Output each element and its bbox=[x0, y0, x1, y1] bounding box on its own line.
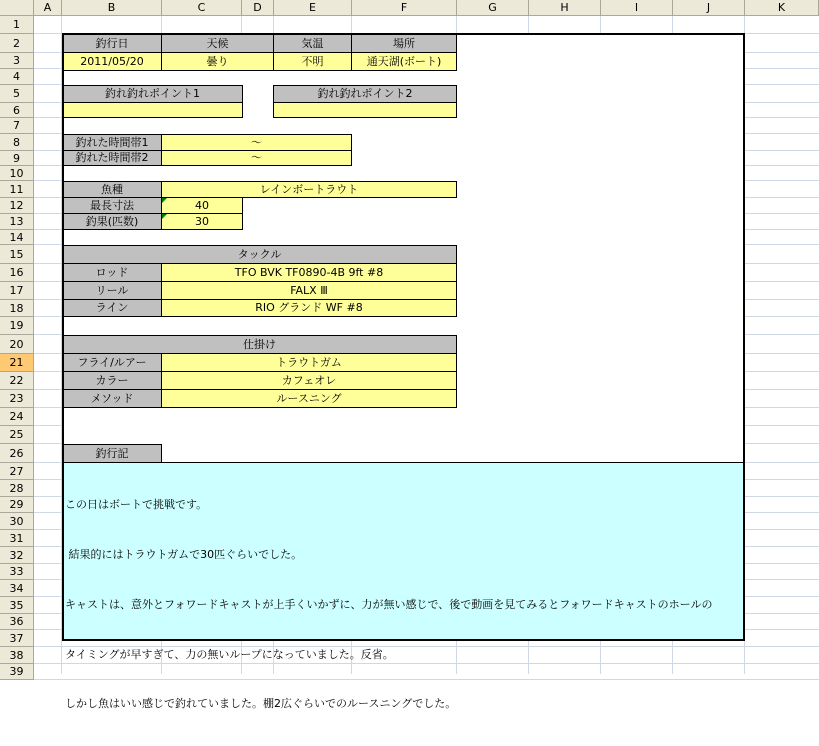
row-header-37[interactable]: 37 bbox=[0, 630, 34, 647]
row-header-10[interactable]: 10 bbox=[0, 166, 34, 181]
row-header-16[interactable]: 16 bbox=[0, 264, 34, 282]
log-line: しかし魚はいい感じで釣れていました。棚2広ぐらいでのルースニングでした。 bbox=[65, 697, 457, 711]
row-header-9[interactable]: 9 bbox=[0, 151, 34, 166]
tackle-title: タックル bbox=[62, 245, 457, 264]
weather-label: 天候 bbox=[161, 34, 274, 53]
row-header-6[interactable]: 6 bbox=[0, 103, 34, 118]
fly-value[interactable]: トラウトガム bbox=[161, 353, 457, 372]
log-lines bbox=[65, 464, 712, 746]
count-value[interactable]: 30 bbox=[161, 213, 243, 230]
time1-label: 釣れた時間帯1 bbox=[62, 134, 162, 151]
row-header-27[interactable]: 27 bbox=[0, 463, 34, 480]
point2-label: 釣れ釣れポイント2 bbox=[273, 85, 457, 103]
column-header-i[interactable]: I bbox=[601, 0, 673, 16]
row-header-11[interactable]: 11 bbox=[0, 181, 34, 198]
column-header-j[interactable]: J bbox=[673, 0, 745, 16]
reel-label: リール bbox=[62, 281, 162, 300]
column-header-b[interactable]: B bbox=[62, 0, 162, 16]
log-line: この日はボートで挑戦です。 bbox=[65, 498, 208, 512]
species-value[interactable]: レインボートラウト bbox=[161, 181, 457, 198]
method-label: メソッド bbox=[62, 389, 162, 408]
row-header-14[interactable]: 14 bbox=[0, 230, 34, 245]
line-label: ライン bbox=[62, 299, 162, 317]
row-header-7[interactable]: 7 bbox=[0, 118, 34, 134]
row-header-30[interactable]: 30 bbox=[0, 513, 34, 530]
log-line: 結果的にはトラウトガムで30匹ぐらいでした。 bbox=[65, 547, 303, 561]
row-header-26[interactable]: 26 bbox=[0, 444, 34, 463]
log-area[interactable] bbox=[62, 462, 745, 711]
row-header-25[interactable]: 25 bbox=[0, 426, 34, 444]
place-value[interactable]: 通天湖(ボート) bbox=[351, 52, 457, 71]
select-all-corner[interactable] bbox=[0, 0, 34, 16]
row-header-34[interactable]: 34 bbox=[0, 580, 34, 597]
color-value[interactable]: カフェオレ bbox=[161, 371, 457, 390]
row-header-31[interactable]: 31 bbox=[0, 530, 34, 547]
row-header-19[interactable]: 19 bbox=[0, 317, 34, 335]
time2-label: 釣れた時間帯2 bbox=[62, 150, 162, 166]
row-header-3[interactable]: 3 bbox=[0, 53, 34, 69]
reel-value[interactable]: FALX Ⅲ bbox=[161, 281, 457, 300]
column-header-h[interactable]: H bbox=[529, 0, 601, 16]
time1-value[interactable]: ～ bbox=[161, 134, 352, 151]
row-header-15[interactable]: 15 bbox=[0, 245, 34, 264]
row-header-22[interactable]: 22 bbox=[0, 372, 34, 390]
date-value[interactable]: 2011/05/20 bbox=[62, 52, 162, 71]
column-header-e[interactable]: E bbox=[274, 0, 352, 16]
row-header-20[interactable]: 20 bbox=[0, 335, 34, 354]
temp-value[interactable]: 不明 bbox=[273, 52, 352, 71]
row-header-5[interactable]: 5 bbox=[0, 85, 34, 103]
column-header-g[interactable]: G bbox=[457, 0, 529, 16]
row-header-39[interactable]: 39 bbox=[0, 664, 34, 680]
column-header-k[interactable]: K bbox=[745, 0, 819, 16]
row-header-13[interactable]: 13 bbox=[0, 214, 34, 230]
row-header-2[interactable]: 2 bbox=[0, 34, 34, 53]
row-header-17[interactable]: 17 bbox=[0, 282, 34, 300]
row-header-32[interactable]: 32 bbox=[0, 547, 34, 564]
max-size-label: 最長寸法 bbox=[62, 197, 162, 214]
fly-label: フライ/ルアー bbox=[62, 353, 162, 372]
temp-label: 気温 bbox=[273, 34, 352, 53]
row-header-8[interactable]: 8 bbox=[0, 134, 34, 151]
method-value[interactable]: ルースニング bbox=[161, 389, 457, 408]
rig-title: 仕掛け bbox=[62, 335, 457, 354]
row-header-12[interactable]: 12 bbox=[0, 198, 34, 214]
log-line: タイミングが早すぎて、力の無いループになっていました。反省。 bbox=[65, 647, 394, 661]
time2-value[interactable]: ～ bbox=[161, 150, 352, 166]
row-header-38[interactable]: 38 bbox=[0, 647, 34, 664]
point1-label: 釣れ釣れポイント1 bbox=[62, 85, 243, 103]
date-label: 釣行日 bbox=[62, 34, 162, 53]
weather-value[interactable]: 曇り bbox=[161, 52, 274, 71]
count-label: 釣果(匹数) bbox=[62, 213, 162, 230]
log-title: 釣行記 bbox=[62, 444, 162, 463]
column-header-d[interactable]: D bbox=[242, 0, 274, 16]
column-header-a[interactable]: A bbox=[34, 0, 62, 16]
row-header-36[interactable]: 36 bbox=[0, 614, 34, 630]
species-label: 魚種 bbox=[62, 181, 162, 198]
row-header-1[interactable]: 1 bbox=[0, 16, 34, 34]
point2-value[interactable] bbox=[273, 102, 457, 118]
color-label: カラー bbox=[62, 371, 162, 390]
row-header-35[interactable]: 35 bbox=[0, 597, 34, 614]
line-value[interactable]: RIO グランド WF #8 bbox=[161, 299, 457, 317]
rod-label: ロッド bbox=[62, 263, 162, 282]
rod-value[interactable]: TFO BVK TF0890-4B 9ft #8 bbox=[161, 263, 457, 282]
log-line: キャストは、意外とフォワードキャストが上手くいかずに、力が無い感じで、後で動画を見てみるとフォワードキャストのホールの bbox=[65, 597, 713, 611]
row-header-24[interactable]: 24 bbox=[0, 408, 34, 426]
row-header-23[interactable]: 23 bbox=[0, 390, 34, 408]
row-header-18[interactable]: 18 bbox=[0, 300, 34, 317]
column-header-c[interactable]: C bbox=[162, 0, 242, 16]
row-header-4[interactable]: 4 bbox=[0, 69, 34, 85]
row-header-33[interactable]: 33 bbox=[0, 564, 34, 580]
row-header-21[interactable]: 21 bbox=[0, 354, 34, 372]
row-header-29[interactable]: 29 bbox=[0, 497, 34, 513]
row-header-28[interactable]: 28 bbox=[0, 480, 34, 497]
column-header-f[interactable]: F bbox=[352, 0, 457, 16]
max-size-value[interactable]: 40 bbox=[161, 197, 243, 214]
point1-value[interactable] bbox=[62, 102, 243, 118]
place-label: 場所 bbox=[351, 34, 457, 53]
